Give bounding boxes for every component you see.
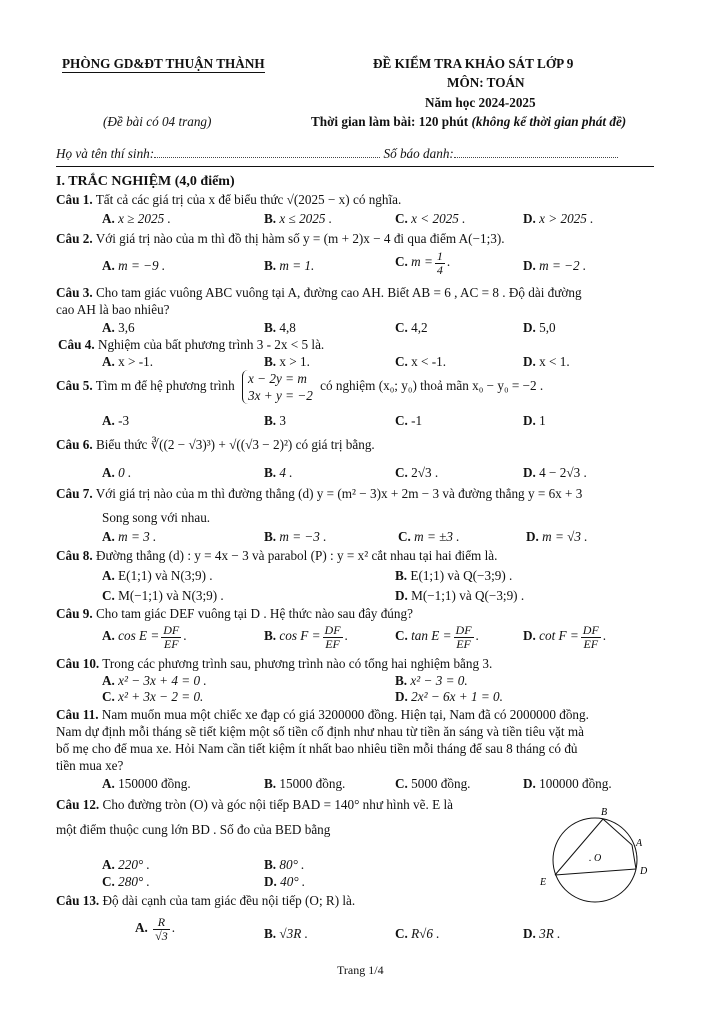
question-11-line3: bố mẹ cho để mua xe. Hỏi Nam cần tiết kiệm ít nhất bao nhiêu tiền mỗi tháng để sau 8 tháng có đủ [56, 741, 578, 756]
question-label: Câu 13. [56, 893, 100, 908]
question-label: Câu 4. [58, 337, 95, 352]
question-text: Tìm m để hệ phương trình [95, 378, 235, 394]
question-3-cont: cao AH là bao nhiêu? [56, 302, 170, 317]
question-13 [56, 893, 355, 909]
question-text: Độ dài cạnh của tam giác đều nội tiếp (O; R) là. [102, 893, 356, 908]
org-name: PHÒNG GD&ĐT THUẬN THÀNH [62, 56, 265, 71]
question-label: Câu 9. [56, 606, 93, 621]
q1-option-a: A. x ≥ 2025 . [102, 211, 171, 226]
q4-option-c: C. x < -1. [395, 354, 447, 369]
question-5 [56, 370, 543, 404]
q6-option-a: A. 0 . [102, 465, 132, 480]
label-o: . O [589, 853, 602, 864]
equation-system: x − 2y = m 3x + y = −2 [242, 370, 313, 404]
q13-option-c: C. R√6 . [395, 926, 440, 941]
circle-figure [535, 805, 660, 905]
q4-option-a: A. x > -1. [102, 354, 154, 369]
q7-option-d: D. m = √3 . [526, 529, 588, 544]
question-11 [56, 707, 589, 723]
exam-title: ĐỀ KIỂM TRA KHẢO SÁT LỚP 9 [373, 56, 574, 71]
q8-option-b: B. E(1;1) và Q(−3;9) . [395, 568, 513, 583]
question-label: Câu 10. [56, 656, 100, 671]
question-label: Câu 12. [56, 797, 100, 812]
question-text: Nghiệm của bất phương trình 3 - 2x < 5 là. [97, 337, 325, 352]
question-label: Câu 7. [56, 486, 93, 501]
question-label: Câu 11. [56, 707, 99, 722]
q12-option-d: D. 40° . [264, 874, 306, 889]
q5-option-c: C. -1 [395, 413, 423, 428]
question-label: Câu 2. [56, 231, 93, 246]
q11-option-b: B. 15000 đồng. [264, 776, 346, 791]
q8-option-d: D. M(−1;1) và Q(−3;9) . [395, 588, 525, 603]
question-4 [58, 337, 324, 353]
q6-option-d: D. 4 − 2√3 . [523, 465, 587, 480]
label-d: D [640, 866, 648, 877]
q9-option-a: A. cos E = $\frac{DF}{EF}$ . [102, 623, 187, 651]
q10-option-b: B. x² − 3 = 0. [395, 673, 468, 688]
q3-option-a: A. 3,6 [102, 320, 135, 335]
question-text: Với giá trị nào của m thì đường thẳng (d) y = (m² − 3)x + 2m − 3 và đường thẳng y = 6x + 3 [95, 486, 583, 501]
question-text: Với giá trị nào của m thì đồ thị hàm số y = (m + 2)x − 4 đi qua điểm A(−1;3). [95, 231, 505, 246]
question-label: Câu 1. [56, 192, 93, 207]
label-e: E [540, 877, 547, 888]
question-8 [56, 548, 497, 564]
question-label: Câu 6. [56, 437, 93, 452]
question-7 [56, 486, 582, 502]
question-label: Câu 8. [56, 548, 93, 563]
question-6 [56, 437, 375, 453]
q2-option-d: D. m = −2 . [523, 258, 587, 273]
q8-option-a: A. E(1;1) và N(3;9) . [102, 568, 213, 583]
q4-option-b: B. x > 1. [264, 354, 310, 369]
question-text: Nam muốn mua một chiếc xe đạp có giá 3200000 đồng. Hiện tại, Nam đã có 2000000 đồng. [101, 707, 589, 722]
question-9 [56, 606, 413, 622]
q4-option-d: D. x < 1. [523, 354, 570, 369]
q5-option-d: D. 1 [523, 413, 546, 428]
q7-option-b: B. m = −3 . [264, 529, 327, 544]
q7-option-c: C. m = ±3 . [398, 529, 460, 544]
q9-option-d: D. cot F = $\frac{DF}{EF}$ . [523, 623, 607, 651]
q5-option-b: B. 3 [264, 413, 286, 428]
q8-option-c: C. M(−1;1) và N(3;9) . [102, 588, 224, 603]
q1-option-d: D. x > 2025 . [523, 211, 594, 226]
question-text: Tất cả các giá trị của x để biểu thức √(2025 − x) có nghĩa. [95, 192, 402, 207]
q1-option-c: C. x < 2025 . [395, 211, 466, 226]
q12-option-b: B. 80° . [264, 857, 305, 872]
q11-option-d: D. 100000 đồng. [523, 776, 612, 791]
question-text: Cho tam giác vuông ABC vuông tại A, đường cao AH. Biết AB = 6 , AC = 8 . Độ dài đường [95, 285, 582, 300]
question-12-cont: một điểm thuộc cung lớn BD . Số đo của BED bằng [56, 822, 331, 837]
name-dots [154, 157, 380, 158]
name-label: Họ và tên thí sinh: [56, 146, 155, 161]
time-info [311, 114, 626, 130]
segment-ba [603, 819, 632, 845]
segment-ed [555, 869, 636, 875]
question-12 [56, 797, 453, 813]
q2-option-b: B. m = 1. [264, 258, 315, 273]
q6-option-c: C. 2√3 . [395, 465, 439, 480]
q10-option-c: C. x² + 3x − 2 = 0. [102, 689, 204, 704]
question-text: Biểu thức ∛((2 − √3)³) + √((√3 − 2)²) có giá trị bằng. [95, 437, 375, 452]
id-dots [454, 157, 618, 158]
question-1 [56, 192, 401, 208]
q2-option-c: C. m = $\frac{1}{4}$ . [395, 249, 451, 277]
question-text-2: có nghiệm (x₀; y₀) thoả mãn x₀ − y₀ = −2 . [320, 378, 544, 394]
q12-option-c: C. 280° . [102, 874, 150, 889]
question-7-cont: Song song với nhau. [102, 510, 211, 525]
question-text: Đường thẳng (d) : y = 4x − 3 và parabol (P) : y = x² cắt nhau tại hai điểm là. [95, 548, 498, 563]
question-10 [56, 656, 492, 672]
segment-be [555, 819, 603, 875]
q6-option-b: B. 4 . [264, 465, 293, 480]
q10-option-d: D. 2x² − 6x + 1 = 0. [395, 689, 503, 704]
question-text: Cho đường tròn (O) và góc nội tiếp BAD = 140° như hình vẽ. E là [102, 797, 453, 812]
page-count-note: (Đề bài có 04 trang) [103, 114, 212, 129]
question-11-line4: tiền mua xe? [56, 758, 124, 773]
question-text: Cho tam giác DEF vuông tại D . Hệ thức nào sau đây đúng? [95, 606, 413, 621]
student-info [56, 146, 618, 162]
q1-option-b: B. x ≤ 2025 . [264, 211, 333, 226]
q12-option-a: A. 220° . [102, 857, 150, 872]
question-label: Câu 3. [56, 285, 93, 300]
q13-option-d: D. 3R . [523, 926, 561, 941]
page-number: Trang 1/4 [337, 963, 384, 977]
question-11-line2: Nam dự định mỗi tháng sẽ tiết kiệm một số tiền cố định như nhau từ tiền ăn sáng và tiền tiêu vặt mà [56, 724, 584, 739]
section-title: I. TRẮC NGHIỆM (4,0 điểm) [56, 174, 235, 189]
q13-option-a: A. $\frac{R}{√3}$ . [135, 915, 176, 943]
time-label: Thời gian làm bài: 120 phút [311, 114, 469, 129]
q7-option-a: A. m = 3 . [102, 529, 157, 544]
question-2 [56, 231, 505, 247]
subject: MÔN: TOÁN [447, 75, 525, 90]
q9-option-c: C. tan E = $\frac{DF}{EF}$ . [395, 623, 479, 651]
question-text: Trong các phương trình sau, phương trình nào có tổng hai nghiệm bằng 3. [102, 656, 493, 671]
id-label: Số báo danh: [383, 146, 454, 161]
label-b: B [601, 807, 608, 818]
school-year: Năm học 2024-2025 [425, 95, 536, 110]
q11-option-c: C. 5000 đồng. [395, 776, 471, 791]
q3-option-c: C. 4,2 [395, 320, 428, 335]
question-3 [56, 285, 582, 301]
question-label: Câu 5. [56, 378, 93, 394]
q11-option-a: A. 150000 đồng. [102, 776, 191, 791]
q9-option-b: B. cos F = $\frac{DF}{EF}$ . [264, 623, 348, 651]
q3-option-d: D. 5,0 [523, 320, 556, 335]
q2-option-a: A. m = −9 . [102, 258, 166, 273]
label-a: A [636, 838, 643, 849]
q3-option-b: B. 4,8 [264, 320, 296, 335]
q13-option-b: B. √3R . [264, 926, 308, 941]
divider [56, 166, 654, 167]
q10-option-a: A. x² − 3x + 4 = 0 . [102, 673, 207, 688]
time-note: (không kể thời gian phát đề) [471, 114, 627, 129]
q5-option-a: A. -3 [102, 413, 130, 428]
